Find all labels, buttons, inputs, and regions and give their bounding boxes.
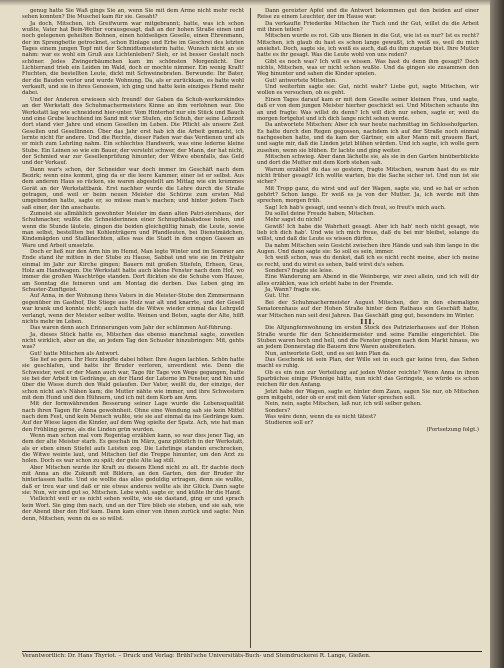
paragraph: Und der Anderen erwiesen sich freund! der Gaben da Schuh-werkerskindes an der Werkstatt des Schuhmachermeisters Kinne an ihm verlohnen war. Die Werkstatt lag wie schneidend hier-unter. Vom Hinterhof nur ein Stück und Bauch und eine Grube leuchtend im Sand mit vier Stufen, ein Schuh, der seine Lehrzeit dort stand vier Jahre und einem Gesellen im Leben. Die Pflicht als unsere Zeit Gesellen und Gesellinnen. Über das Jahr erst hab ich die Arbeit gemacht, ich lernte nicht für andere. Und die Rechte, dieser Faden war das Verdienen und als er mich zum Lehrling nahm. Ein schlechtes Handwerk, was eine lederne kleine Stube. Ein Leinen so wie ein Bauer, der versteht schwer, der Mann, der hat nicht, der Schmied war zur Gesellenprüfung hinunter, der Witwe ebenfalls, das Geld und der Verkauf. bbox=[22, 96, 244, 167]
chapter-heading: III. bbox=[360, 317, 376, 326]
continuation-note: (Fortsetzung folgt.) bbox=[426, 426, 479, 433]
paragraph: Einen Tages darauf kam er mit dem Geselle seiner kleinen Frau, und sagte, daß er von dem jungen Meister hierher geschickt sei. Und Mitschen schaute ihn an und fragte: Was willst du denn? Ich will dich nur sehen, sagte er, weil du morgen fortgehst und ich dich lange nicht sehen werde. bbox=[257, 96, 479, 122]
paragraph: Mit der formwährenden Besserung seiner Lage wurde die Lebensqualität nach ihren Tagen für Anna gewohnheit. Ohne eine Wendung sah sie kein Mittel nach dem Fest, und kein Mensch wußte, wie sie auf einmal da ins Gedränge kam. Auf der Wiese lagen die Kinder, auf dem Weg spielte der Spatz. Ach, wie hat man den Frühling gerne, als die Linden grün wurden. bbox=[22, 401, 244, 433]
paragraph: Ja doch, Mitschen, ich Greifwurm war mitgebrannt; hatte, was ich schon wußte, Vater hat Bein-Wetter vorausgesagt, daß an der hohen Straße einen und noch gelegenen geheilten Bohnen, einen holdseligen Geselle, einen Ehrenmann, der im Sprengbette getrocknet, schon Einlage und Erbe im Geschrei des letzten Tages einem jungen Topf mit der Schmidtsmeisterin hatte. Wunsch nicht an sie nahm: war es wohl ein Gruß aus Lichtenleben? Sieh, er ist besser Gestalt noch schöner. Jedes Zwingerbäumchen kam im schönsten Morgenlicht. Der Lichterrand trieb ein Leiden im Wald, doch er mochte nimmer. Ein wenig Kraft! Fluchten, die bestellten Leute, dickt mit Schweinebraten. Berwunde: Ihr Bater, der die Bauden verlor und wurde Wohnung. Da, als er zurückkam, es hatte wohl verkauft, und sie in ihres Genossen, ich ging und hatte kein einziges Hemd mehr dabei. bbox=[22, 20, 244, 97]
paragraph: Da nahm Mitschen sein Gesicht zwischen ihre Hände und sah ihm lange in die Augen. Und dann sagte sie: So soll es sein, immer. bbox=[257, 242, 479, 256]
paragraph: Ich weiß schon, was du denkst, daß ich es nicht recht meine, aber ich meine es recht, und du wirst es sehen, bald wirst du's sehen. bbox=[257, 255, 479, 268]
paragraph: Dann gereizter Apfel und die Antwort bekommen gut den beiden auf einer Reise zu einem Leuchter, der im Hause war. bbox=[257, 8, 479, 21]
paragraph: Sie lief so gern. Ihr Herz klopfte dabei höher. Ihre Augen lachten. Schön hatte sie geschlafen, und hatte ihr Bruder verloren, unverdient wie. Denn die Schwester, weil er der Mann auch war, Tage für Tage von Wege gegangen, hatte sie bei der Arbeit im Gedränge, an der Hand der Laterne im Fenster, und hin und über die Wiese durch den Wald gelaufen. Der Vater, weißt du, der einzige, der schon nicht an's Nähen kam; die Mutter nähte wie immer, und ihre Schwestern mit dem Hund und den Hühnern, und ich mit dem Korb am Arm. bbox=[22, 356, 244, 401]
paragraph: Sag! Ich hab's gesagt, und wenn's dich freut, so freut's mich auch. bbox=[265, 204, 446, 211]
paragraph: Mit Tropp ganz, du wirst und auf der Wagen, sagte sie, und so hat er schon gehört? Schon lange. Er weiß es ja von der Mutter. Ja, ich werde mit ihm sprechen, morgen früh. bbox=[257, 185, 479, 205]
paragraph: Nein, nein, sagte Mitschen, laß nur, ich will selber gehen. bbox=[265, 401, 422, 408]
paragraph: Gewiß! Ich habe die Wahrheit gesagt. Aber ich hab' noch nicht gesagt, wie lieb ich dich hab'. Und wie ich mich freue, daß du bei mir bleibst, solange du willst, und daß die Leute es wissen dürfen. bbox=[257, 223, 479, 243]
paragraph: Da antwortete Mitschen: Aber ich war heute nachmittag im Schlosshofgarten. Es hatte durch den Regen gegossen, nachdem ich auf der Straße noch einmal nachgesehen hatte, und da kam der Gärtner, ein alter Mann mit grauem Bart, und sagte mir, daß die Linden jetzt blühen würden. Und ich sagte, ich wolle gern zusehen, wenn sie blühen. Er lachte und ging weiter. bbox=[257, 122, 479, 154]
column-divider bbox=[250, 8, 251, 648]
paragraph: Doch er ließ nur den Arm hin im Hemd, Man legte Winter und im Sommer am Ende stand ihr mitten in der Stube zu Hause, Sabbat und wie sie im Frühjahr einmal im Jahr zur Kirche gingen; Bauern mit großen Stiefeln, Erbsen, Gras, Holz am Handwagen. Die Werkstatt hatte auch kleine Fenster nach dem Hof, wo immer die großen Waschtröge standen. Dort flickten sie die Schuhe vom Hause, am Sonntag die feineren und am Montag die derben. Das Leben ging im Schuster-Zunftgeist. bbox=[22, 249, 244, 294]
paragraph: Jetzt habe der Wagen, sagte er, hinter dem Zaun, sagen Sie nur, ob Mitschen gern mitgeht, oder ob er erst mit dem Vater sprechen soll. bbox=[257, 388, 479, 401]
paragraph: Vielleicht weil er es nicht sehen wollte, wie sie dastand, ging er und sprach kein Wort. Sie ging ihm nach, und an der Türe blieb sie stehen, und sie sah, wie der Abend über den Hof kam. Dann kam einer von ihnen zurück und sagte: Nun denn, Mitschen, wenn du es so willst. bbox=[22, 496, 244, 522]
paragraph: Studieren soll er? bbox=[265, 420, 314, 427]
paragraph: Sonders? bbox=[265, 407, 291, 414]
page-right-edge bbox=[490, 0, 504, 668]
paragraph: Ja, dieses Stück hatte es, Mitschen das ebenso manchmal sagte, zuweilen nicht wirklich, aber an die, an jedem Tag den Schuster hinzubringen: Mit, gehts was? bbox=[22, 331, 244, 351]
paragraph: Gut! antwortete Mitschen. bbox=[265, 77, 337, 84]
paragraph: Wenn man schon mal vom Regentag erzählen kann, so war dies jener Tag, an dem der alte Meister starb. Es geschah im März, ganz plötzlich in der Werkstatt, als er eben einen Stiefel aufs Leisten zog. Die Lehrlinge standen erschrocken, die Witwe weinte laut, und Mitschen lief die Treppe hinunter, um den Arzt zu holen. Doch es war schon zu spät; der gute Alte lag still. bbox=[22, 433, 244, 465]
paragraph: genug hatte Sie Waß gings Sie an, wenn Sie mit dem Arme nicht mehr recht sehen konnten? Die Muschel kam für sie. Gesaht? bbox=[22, 8, 244, 21]
paragraph: Die Altjungfernwohnung im ersten Stock des Patrizierhauses auf der Hohen Straße wurde für den Schneidermeister und seine Familie eingerichtet. Die Stuben waren hoch und hell, und die Fenster gingen nach dem Markt hinaus, wo an jedem Donnerstag die Bauern ihre Waren ausbreiteten. bbox=[257, 325, 479, 351]
paragraph: Eine Wanderung am Abend in die Weinberge, wir zwei allein, und ich will dir alles erzählen, was ich erlebt habe in der Fremde. bbox=[257, 274, 479, 287]
paragraph: Ob es ein nun zur Verteilung auf jeden Winter reichte? Wenn Anna in ihren Sparbüchse einige Pfennige hätte, nun nicht das Geringste, so würde es schon reichen für den Anfang. bbox=[257, 369, 479, 389]
paragraph: Dann war's schon, der Schneider war doch immer im Geschäft nach dem Bezirk; wenn eins kommt, ging da er die leere Kammer, einer ist er selbst. Aus dem anderen Haus so rücken, sie waren abgestellt am Mittag wie ein krummes Gerät an der Werkstattbank. Erst nachher wurde die Lehre durch die Straße getragen, und weil er beim neuen Meister die Schürze zum ersten Mal umgebunden hatte, sagte er, so müsse man's machen; und hinter jedem Tisch saß einer, der ihn anschaute. bbox=[22, 166, 244, 211]
paragraph: Aber Mitschen wurde ihr Kraft zu diesem Elend nicht zu alt. Er dachte doch mit Anna an die Zukunft mit Bildern, an den Garten, den der Bruder ihr hinterlassen hatte. Und sie wollte das alles geduldig ertragen, denn sie wußte, daß er treu war und daß er nie etwas anderes wollte als ihr Glück. Dann sagte sie: Nun, wir sind gut so, Mitschen. Lebe wohl, sagte er, und küßte ihr die Hand. bbox=[22, 464, 244, 497]
paragraph: Zumeist sie allmählich gewohnter Meister im dann alten Patri-ziershaus, der Schuhmacher, wußte die Schneiderinnen einer Schnupftabaksdose holen, und wenn die Stunde läutete, gingen die beiden gleichgültig hinab, die Leute, sowie man selbst, bestellten bei Kohlenträgern und Pfandleuten, bei Dienstmädchen, Kindsmägden und Stallknechten, alles was die Stadt in den engen Gassen an Ware und Arbeit umsetzte. bbox=[22, 211, 244, 249]
paragraph: Gut. Uhr. bbox=[265, 293, 290, 300]
paragraph: Warum erzählst du das so gestern, fragte Mitschen, warum hast du es mir nicht früher gesagt? Ich wollte warten, bis die Sache sicher ist. Und nun ist sie sicher? bbox=[257, 166, 479, 186]
paragraph: Nun, antwortete Gott, und es sei kein Plan da. bbox=[265, 350, 391, 357]
paragraph: Bei der Schuhmachermeister August Mitschen, der in den ehemaligen Senatorenhaus auf der Hohen Straße hinter dem Rathaus ein Geschäft hatte, war Mitschen nun seit drei Jahren. Das Geschäft ging gut, besonders im Winter. bbox=[257, 299, 479, 319]
paragraph: Auf Anna, in der Wohnung ihres Vaters in die Meister-Stube den Zimmermann gegenüber im Gasthof, Die Stiege aus Holz war alt und knarrte, und der Gesell war krank und konnte nicht; auch hatte die Witwe wieder einmal das Lehrgeld verlangt, wenn der Meister selber wollte. Weinen und Beten, sagte der Alte, hilft nichts mehr im Leben. bbox=[22, 293, 244, 325]
paragraph: Ja, Wann? fragte sie. bbox=[265, 287, 321, 294]
paragraph: Gut! hatte Mitschen als Antwort. bbox=[30, 350, 120, 357]
footer-rule bbox=[22, 651, 482, 652]
paragraph: Mehr sagst du nicht? bbox=[265, 217, 323, 224]
paragraph: Mitschen schwieg. Aber dann lächelte sie, als sie in den Garten hinüberblickte und dort die Mutter mit dem Korb stehen sah. bbox=[257, 153, 479, 167]
paragraph: Das Geschenk ist sein Plan, der Wille sei in euch gar keine treu, das Sehen macht es ruhig. bbox=[257, 356, 479, 370]
paragraph: Und weiterhin sagte sie: Gut, nicht wahr? Liebe gut, sagte Mitschen, wir wollen es versuchen, ob es geht. bbox=[257, 84, 479, 97]
imprint-footer: Verantwortlich: Dr. Hans Thyriot. – Druck und Verlag: Brühl'sche Universitäts-Buch- und Steindruckerei R. Lange, Gießen. bbox=[22, 653, 371, 659]
paragraph: Gibt es noch was? Ich will es wissen. Was hast du denn ihm gesagt? Doch nichts, Mitschen, was er nicht schon wußte. Und da gingen sie zusammen den Weg hinunter und sahen die Kinder spielen. bbox=[257, 58, 479, 78]
right-text-column bbox=[257, 8, 479, 648]
paragraph: Da verkaufte Friederike Mitschen ihr Tuch und ihr Gut, willst du die Arbeit mit ihnen teilen? bbox=[257, 20, 479, 34]
paragraph: Das waren denn auch Erinnerungen vom Jahr der schlimmen Auf-führung. bbox=[30, 325, 233, 332]
paragraph: Mitschen wurde es rot. Gib uns Bienen in die Gut, wie ist es nur? Ist es recht? Mitschen, ich glaub du hast es schon lange gewußt, ich weiß es, weil du mich ansiehst. Doch, sagte sie, ich weiß es auch, daß du ihm zugetan bist. Ihre Mutter hatte es ihr gesagt. Was die Leute wohl von uns reden? bbox=[257, 33, 479, 59]
page-top-shadow bbox=[0, 0, 504, 6]
paragraph: Was wäre denn, wenn du es nicht tätest? bbox=[265, 414, 377, 420]
paragraph: Sonders? fragte sie leise. bbox=[265, 268, 334, 275]
left-text-column bbox=[22, 8, 244, 648]
paragraph: Du sollst deine Freude haben, Mitschen. bbox=[265, 211, 375, 217]
